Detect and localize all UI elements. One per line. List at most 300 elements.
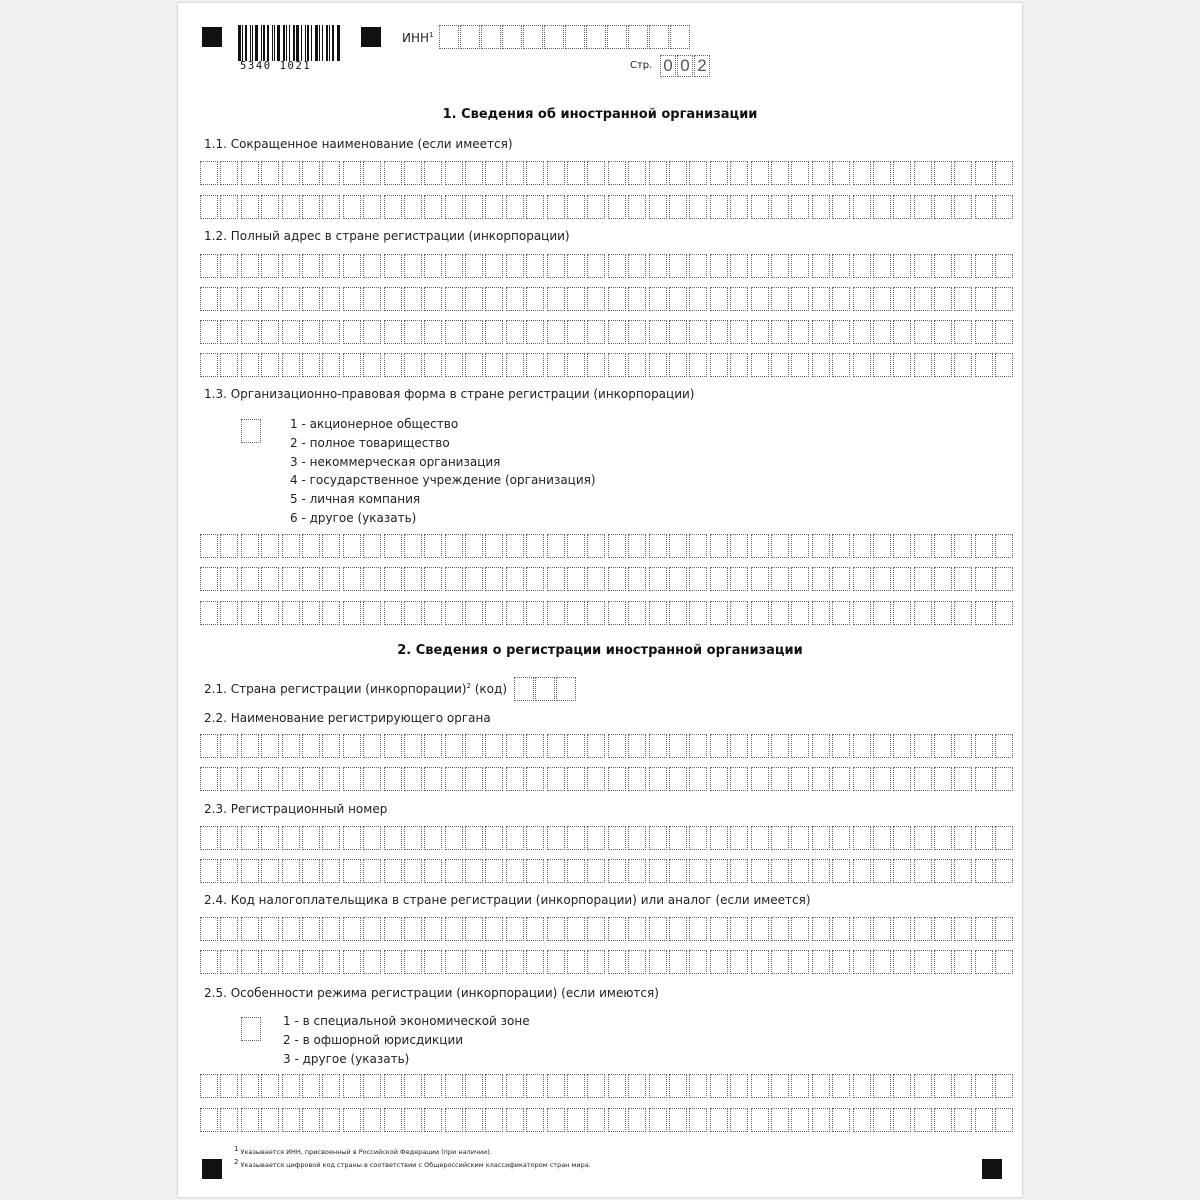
input-cell[interactable] [751,734,769,758]
input-cell[interactable] [853,734,871,758]
input-cell[interactable] [587,320,605,344]
input-cell[interactable] [445,320,463,344]
input-cell[interactable] [893,826,911,850]
input-cell[interactable] [812,734,830,758]
input-cell[interactable] [445,534,463,558]
input-cell[interactable] [608,601,626,625]
input-cell[interactable] [995,161,1013,185]
input-cell[interactable] [445,161,463,185]
input-cell[interactable] [791,917,809,941]
input-cell[interactable] [261,353,279,377]
input-cell[interactable] [975,767,993,791]
input-cell[interactable] [628,859,646,883]
input-cell[interactable] [669,734,687,758]
input-cell[interactable] [465,195,483,219]
input-cell[interactable] [567,287,585,311]
field-2-5-other-row-1[interactable] [200,1074,1016,1098]
input-cell[interactable] [893,195,911,219]
input-cell[interactable] [302,161,320,185]
input-cell[interactable] [261,601,279,625]
input-cell[interactable] [200,254,218,278]
input-cell[interactable] [282,195,300,219]
input-cell[interactable] [384,859,402,883]
input-cell[interactable] [502,25,522,49]
input-cell[interactable] [384,353,402,377]
input-cell[interactable] [567,826,585,850]
input-cell[interactable] [954,320,972,344]
input-cell[interactable] [220,1074,238,1098]
input-cell[interactable] [282,353,300,377]
input-cell[interactable] [220,534,238,558]
input-cell[interactable] [261,287,279,311]
input-cell[interactable] [975,826,993,850]
input-cell[interactable] [791,287,809,311]
input-cell[interactable] [751,767,769,791]
field-2-5-code-box[interactable] [241,1017,261,1041]
field-2-3-row-1[interactable] [200,826,1016,850]
input-cell[interactable] [404,320,422,344]
input-cell[interactable] [241,287,259,311]
input-cell[interactable] [445,254,463,278]
input-cell[interactable] [832,950,850,974]
input-cell[interactable] [954,734,972,758]
input-cell[interactable] [914,950,932,974]
input-cell[interactable] [751,950,769,974]
input-cell[interactable] [730,320,748,344]
input-cell[interactable] [751,1074,769,1098]
input-cell[interactable] [567,254,585,278]
input-cell[interactable] [710,1074,728,1098]
input-cell[interactable] [649,254,667,278]
input-cell[interactable] [853,1108,871,1132]
input-cell[interactable] [791,567,809,591]
input-cell[interactable] [608,950,626,974]
input-cell[interactable] [587,567,605,591]
input-cell[interactable] [322,534,340,558]
input-cell[interactable] [200,320,218,344]
input-cell[interactable] [200,287,218,311]
input-cell[interactable] [445,195,463,219]
input-cell[interactable] [587,195,605,219]
input-cell[interactable] [544,25,564,49]
input-cell[interactable] [893,1074,911,1098]
input-cell[interactable] [404,353,422,377]
input-cell[interactable] [384,950,402,974]
input-cell[interactable] [282,767,300,791]
input-cell[interactable] [506,320,524,344]
input-cell[interactable] [893,534,911,558]
input-cell[interactable] [282,917,300,941]
input-cell[interactable] [547,320,565,344]
input-cell[interactable] [649,353,667,377]
input-cell[interactable] [649,567,667,591]
input-cell[interactable] [322,287,340,311]
input-cell[interactable] [404,534,422,558]
input-cell[interactable] [812,534,830,558]
input-cell[interactable] [526,254,544,278]
input-cell[interactable] [689,601,707,625]
input-cell[interactable] [587,767,605,791]
input-cell[interactable] [343,287,361,311]
input-cell[interactable] [710,826,728,850]
input-cell[interactable] [241,601,259,625]
input-cell[interactable] [832,353,850,377]
input-cell[interactable] [302,917,320,941]
input-cell[interactable] [812,195,830,219]
field-2-2-row-1[interactable] [200,734,1016,758]
input-cell[interactable] [547,195,565,219]
input-cell[interactable] [975,161,993,185]
input-cell[interactable] [445,287,463,311]
input-cell[interactable] [404,1108,422,1132]
input-cell[interactable] [465,826,483,850]
input-cell[interactable] [547,287,565,311]
input-cell[interactable] [608,320,626,344]
input-cell[interactable] [873,1108,891,1132]
input-cell[interactable] [322,859,340,883]
input-cell[interactable] [975,734,993,758]
input-cell[interactable] [995,1074,1013,1098]
input-cell[interactable] [404,1074,422,1098]
input-cell[interactable] [710,950,728,974]
input-cell[interactable] [322,950,340,974]
input-cell[interactable] [853,287,871,311]
input-cell[interactable] [261,534,279,558]
input-cell[interactable] [465,353,483,377]
input-cell[interactable] [363,287,381,311]
input-cell[interactable] [751,320,769,344]
input-cell[interactable] [322,917,340,941]
input-cell[interactable] [485,950,503,974]
input-cell[interactable] [526,534,544,558]
input-cell[interactable] [241,950,259,974]
input-cell[interactable] [424,534,442,558]
input-cell[interactable] [200,567,218,591]
input-cell[interactable] [587,950,605,974]
input-cell[interactable] [730,254,748,278]
input-cell[interactable] [934,1108,952,1132]
input-cell[interactable] [832,195,850,219]
input-cell[interactable] [343,859,361,883]
input-cell[interactable] [445,917,463,941]
input-cell[interactable] [200,767,218,791]
input-cell[interactable] [404,734,422,758]
input-cell[interactable] [914,287,932,311]
input-cell[interactable] [526,161,544,185]
input-cell[interactable] [649,859,667,883]
input-cell[interactable] [893,287,911,311]
input-cell[interactable] [547,826,565,850]
input-cell[interactable] [565,25,585,49]
input-cell[interactable] [608,254,626,278]
input-cell[interactable] [771,254,789,278]
input-cell[interactable] [873,859,891,883]
input-cell[interactable] [547,917,565,941]
input-cell[interactable] [689,353,707,377]
input-cell[interactable] [384,1108,402,1132]
input-cell[interactable] [689,734,707,758]
input-cell[interactable] [832,917,850,941]
input-cell[interactable] [975,1108,993,1132]
input-cell[interactable] [424,161,442,185]
input-cell[interactable] [445,767,463,791]
input-cell[interactable] [710,161,728,185]
input-cell[interactable] [832,1074,850,1098]
input-cell[interactable] [893,734,911,758]
input-cell[interactable] [710,353,728,377]
input-cell[interactable] [343,161,361,185]
input-cell[interactable] [282,161,300,185]
input-cell[interactable] [220,287,238,311]
input-cell[interactable] [485,534,503,558]
input-cell[interactable] [547,567,565,591]
input-cell[interactable] [751,917,769,941]
input-cell[interactable] [567,859,585,883]
input-cell[interactable] [954,826,972,850]
input-cell[interactable] [628,25,648,49]
input-cell[interactable] [649,1108,667,1132]
input-cell[interactable] [853,161,871,185]
input-cell[interactable] [649,950,667,974]
field-1-1-row-1[interactable] [200,161,1016,185]
input-cell[interactable] [506,767,524,791]
input-cell[interactable] [220,195,238,219]
input-cell[interactable] [220,353,238,377]
field-1-2-row-1[interactable] [200,254,1016,278]
input-cell[interactable] [282,826,300,850]
input-cell[interactable] [424,950,442,974]
input-cell[interactable] [547,767,565,791]
input-cell[interactable] [343,767,361,791]
input-cell[interactable] [628,534,646,558]
input-cell[interactable] [812,767,830,791]
input-cell[interactable] [343,353,361,377]
input-cell[interactable] [567,950,585,974]
input-cell[interactable] [302,567,320,591]
input-cell[interactable] [730,567,748,591]
input-cell[interactable] [649,161,667,185]
input-cell[interactable] [526,734,544,758]
input-cell[interactable] [649,826,667,850]
input-cell[interactable] [322,767,340,791]
input-cell[interactable] [975,254,993,278]
input-cell[interactable] [730,161,748,185]
input-cell[interactable] [812,287,830,311]
input-cell[interactable] [322,320,340,344]
input-cell[interactable] [669,195,687,219]
field-2-2-row-2[interactable] [200,767,1016,791]
input-cell[interactable] [445,1074,463,1098]
input-cell[interactable] [934,353,952,377]
input-cell[interactable] [730,917,748,941]
field-1-3-other-row-1[interactable] [200,534,1016,558]
input-cell[interactable] [934,567,952,591]
input-cell[interactable] [241,1074,259,1098]
input-cell[interactable] [363,161,381,185]
input-cell[interactable] [445,734,463,758]
input-cell[interactable] [445,859,463,883]
input-cell[interactable] [261,254,279,278]
input-cell[interactable] [485,859,503,883]
input-cell[interactable] [261,859,279,883]
input-cell[interactable] [832,767,850,791]
input-cell[interactable] [200,917,218,941]
input-cell[interactable] [526,320,544,344]
input-cell[interactable] [424,1108,442,1132]
input-cell[interactable] [302,353,320,377]
input-cell[interactable] [282,287,300,311]
input-cell[interactable] [567,1074,585,1098]
input-cell[interactable] [506,859,524,883]
input-cell[interactable] [751,567,769,591]
input-cell[interactable] [914,734,932,758]
input-cell[interactable] [384,1074,402,1098]
input-cell[interactable] [384,601,402,625]
input-cell[interactable] [608,1108,626,1132]
input-cell[interactable] [302,254,320,278]
input-cell[interactable] [628,826,646,850]
input-cell[interactable] [282,859,300,883]
input-cell[interactable] [220,320,238,344]
input-cell[interactable] [954,287,972,311]
input-cell[interactable] [506,254,524,278]
input-cell[interactable] [995,767,1013,791]
input-cell[interactable] [384,826,402,850]
input-cell[interactable] [914,254,932,278]
input-cell[interactable] [465,320,483,344]
input-cell[interactable] [751,534,769,558]
input-cell[interactable] [710,567,728,591]
input-cell[interactable] [241,1108,259,1132]
input-cell[interactable] [771,734,789,758]
input-cell[interactable] [954,195,972,219]
input-cell[interactable] [995,287,1013,311]
input-cell[interactable] [649,195,667,219]
input-cell[interactable] [404,287,422,311]
input-cell[interactable] [751,1108,769,1132]
input-cell[interactable] [832,734,850,758]
input-cell[interactable] [424,917,442,941]
input-cell[interactable] [669,1074,687,1098]
input-cell[interactable] [220,734,238,758]
input-cell[interactable] [322,353,340,377]
input-cell[interactable] [710,917,728,941]
input-cell[interactable] [302,320,320,344]
input-cell[interactable] [363,1108,381,1132]
input-cell[interactable] [567,601,585,625]
input-cell[interactable] [649,534,667,558]
input-cell[interactable] [200,161,218,185]
input-cell[interactable] [220,917,238,941]
input-cell[interactable] [384,734,402,758]
input-cell[interactable] [995,254,1013,278]
input-cell[interactable] [751,859,769,883]
input-cell[interactable] [914,1074,932,1098]
input-cell[interactable] [302,195,320,219]
input-cell[interactable] [220,767,238,791]
input-cell[interactable] [424,353,442,377]
input-cell[interactable] [669,254,687,278]
input-cell[interactable] [873,320,891,344]
input-cell[interactable] [363,950,381,974]
input-cell[interactable] [791,254,809,278]
input-cell[interactable] [485,826,503,850]
input-cell[interactable] [302,1074,320,1098]
input-cell[interactable] [302,287,320,311]
input-cell[interactable] [689,320,707,344]
input-cell[interactable] [343,826,361,850]
input-cell[interactable] [975,287,993,311]
input-cell[interactable] [893,950,911,974]
input-cell[interactable] [914,161,932,185]
input-cell[interactable] [771,859,789,883]
input-cell[interactable] [547,601,565,625]
input-cell[interactable] [506,287,524,311]
input-cell[interactable] [934,917,952,941]
input-cell[interactable] [506,195,524,219]
input-cell[interactable] [649,601,667,625]
input-cell[interactable] [628,320,646,344]
input-cell[interactable] [241,320,259,344]
input-cell[interactable] [791,734,809,758]
input-cell[interactable] [322,1074,340,1098]
input-cell[interactable] [261,1108,279,1132]
input-cell[interactable] [465,1074,483,1098]
input-cell[interactable] [302,534,320,558]
input-cell[interactable] [322,1108,340,1132]
field-1-2-row-2[interactable] [200,287,1016,311]
input-cell[interactable] [261,320,279,344]
field-1-3-other-row-2[interactable] [200,567,1016,591]
input-cell[interactable] [261,950,279,974]
input-cell[interactable] [669,534,687,558]
input-cell[interactable] [506,950,524,974]
input-cell[interactable] [220,254,238,278]
input-cell[interactable] [628,950,646,974]
input-cell[interactable] [812,826,830,850]
input-cell[interactable] [812,1108,830,1132]
input-cell[interactable] [954,1074,972,1098]
field-1-2-row-3[interactable] [200,320,1016,344]
input-cell[interactable] [220,950,238,974]
input-cell[interactable] [771,917,789,941]
input-cell[interactable] [791,601,809,625]
input-cell[interactable] [853,859,871,883]
input-cell[interactable] [322,601,340,625]
input-cell[interactable] [771,195,789,219]
input-cell[interactable] [914,601,932,625]
input-cell[interactable] [363,567,381,591]
input-cell[interactable] [751,254,769,278]
input-cell[interactable] [343,1074,361,1098]
input-cell[interactable] [730,767,748,791]
input-cell[interactable] [771,826,789,850]
input-cell[interactable] [751,287,769,311]
input-cell[interactable] [200,601,218,625]
field-1-1-row-2[interactable] [200,195,1016,219]
input-cell[interactable] [730,859,748,883]
input-cell[interactable] [384,917,402,941]
input-cell[interactable] [893,859,911,883]
input-cell[interactable] [975,1074,993,1098]
input-cell[interactable] [995,534,1013,558]
input-cell[interactable] [934,601,952,625]
input-cell[interactable] [853,567,871,591]
input-cell[interactable] [995,353,1013,377]
input-cell[interactable] [547,534,565,558]
input-cell[interactable] [669,601,687,625]
input-cell[interactable] [424,859,442,883]
